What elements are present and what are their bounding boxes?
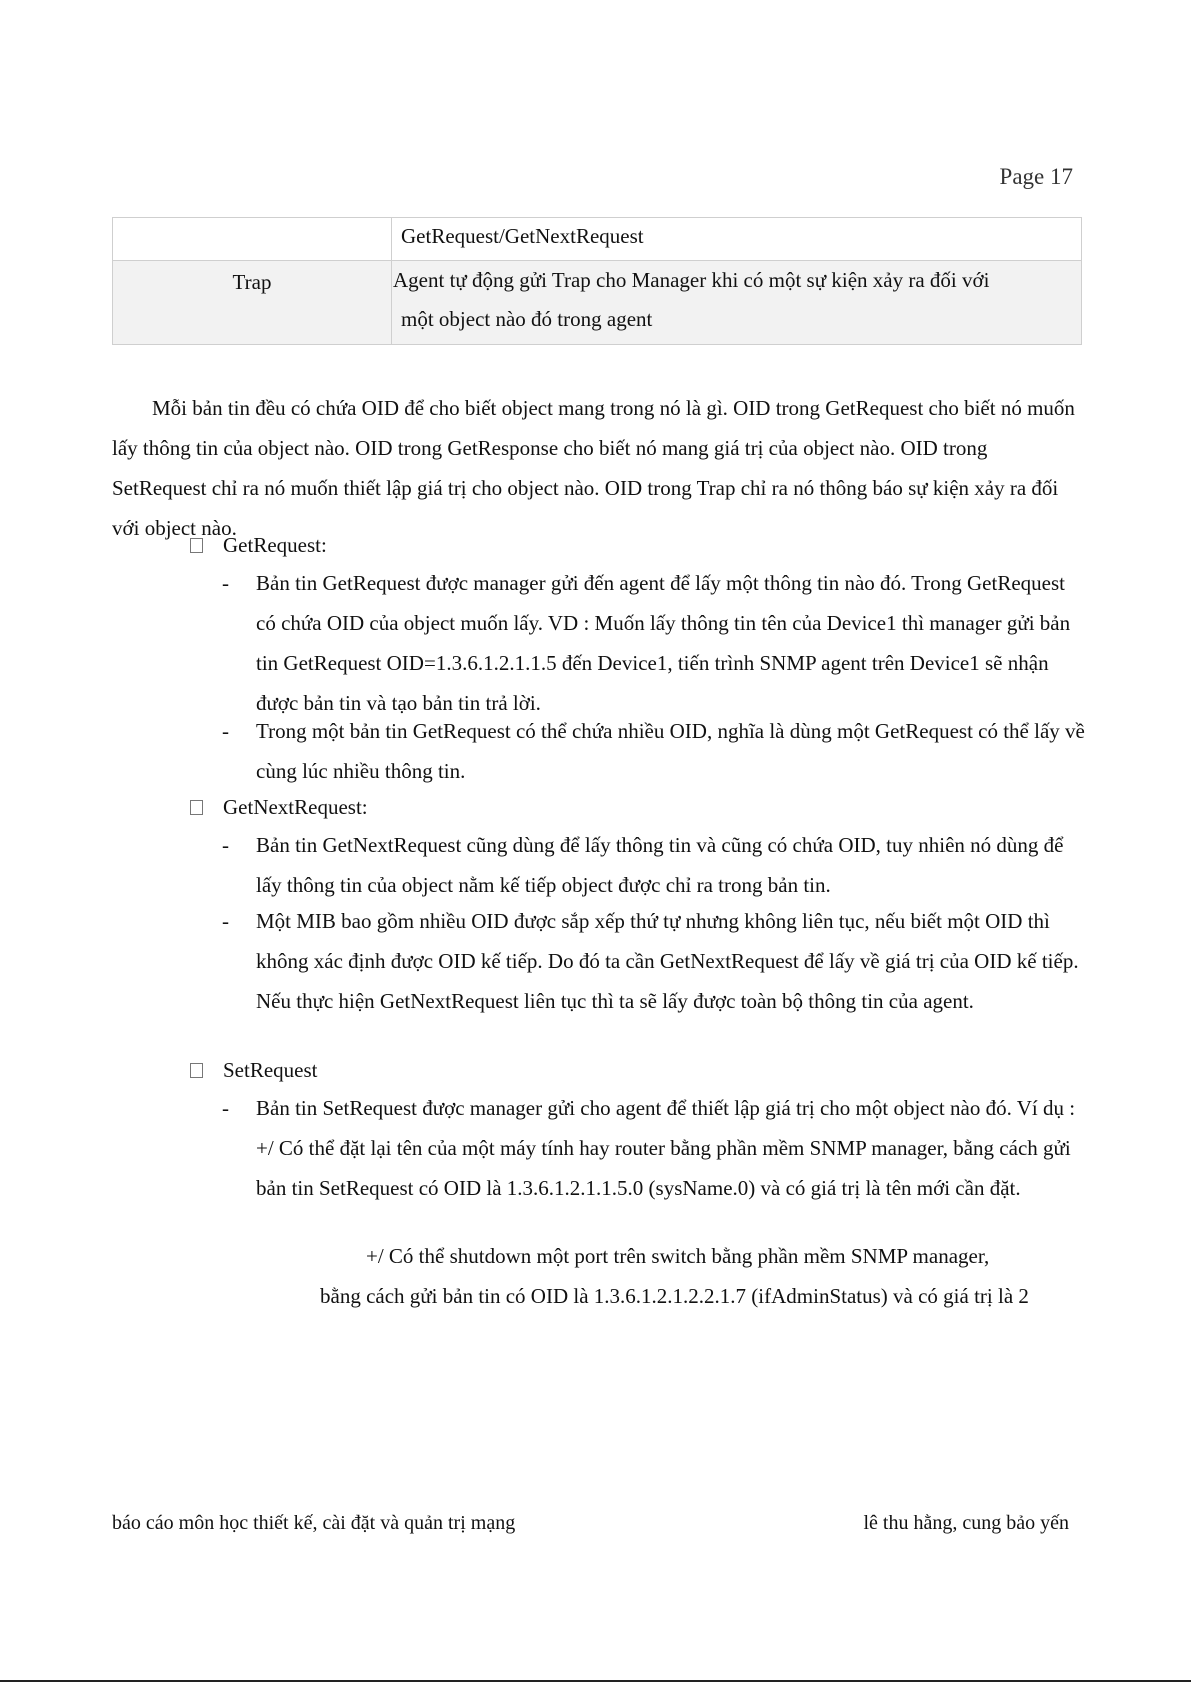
table-cell-description <box>392 261 1082 345</box>
dash-bullet: - <box>222 833 229 857</box>
dash-bullet: - <box>222 571 229 595</box>
section-title: GetNextRequest: <box>223 795 368 819</box>
table-cell-type <box>113 218 392 261</box>
table-cell-line: một object nào đó trong agent <box>401 307 653 331</box>
list-item: Bản tin GetNextRequest cũng dùng để lấy thông tin và cũng có chứa OID, tuy nhiên nó dùng để lấy thông tin của object nằm kế tiếp object được chỉ ra trong bản tin. <box>256 833 1064 897</box>
example-continuation: bằng cách gửi bản tin có OID là 1.3.6.1.2.1.2.2.1.7 (ifAdminStatus) và có giá trị là 2 <box>320 1284 1029 1308</box>
list-item: Trong một bản tin GetRequest có thể chứa nhiều OID, nghĩa là dùng một GetRequest có thể lấy về cùng lúc nhiều thông tin. <box>256 719 1085 783</box>
table-cell-type: Trap <box>113 261 392 345</box>
table-cell-description: GetRequest/GetNextRequest <box>392 218 1082 261</box>
list-item: Bản tin SetRequest được manager gửi cho agent để thiết lập giá trị cho một object nào đó. Ví dụ : +/ Có thể đặt lại tên của một máy tính hay router bằng phần mềm SNMP manager, bằng cách gửi bản tin SetRequest có OID là 1.3.6.1.2.1.1.5.0 (sysName.0) và có giá trị là tên mới cần đặt. <box>256 1096 1076 1200</box>
dash-bullet: - <box>222 1096 229 1120</box>
list-item: Bản tin GetRequest được manager gửi đến agent để lấy một thông tin nào đó. Trong GetRequest có chứa OID của object muốn lấy. VD : Muốn lấy thông tin tên của Device1 thì manager gửi bản tin GetRequest OID=1.3.6.1.2.1.1.5 đến Device1, tiến trình SNMP agent trên Device1 sẽ nhận được bản tin và tạo bản tin trả lời. <box>256 571 1071 715</box>
footer-left: báo cáo môn học thiết kế, cài đặt và quản trị mạng <box>112 1512 516 1534</box>
table-row <box>113 261 1082 345</box>
checkbox-bullet-icon <box>190 1063 203 1078</box>
dash-bullet: - <box>222 719 229 743</box>
bullet-heading <box>190 525 327 565</box>
bottom-rule <box>0 1680 1191 1682</box>
dash-bullet: - <box>222 909 229 933</box>
message-type-table <box>112 217 1082 345</box>
table-row <box>113 218 1082 261</box>
footer-right: lê thu hằng, cung bảo yến <box>863 1512 1069 1534</box>
checkbox-bullet-icon <box>190 800 203 815</box>
list-item: Một MIB bao gồm nhiều OID được sắp xếp thứ tự nhưng không liên tục, nếu biết một OID thì không xác định được OID kế tiếp. Do đó ta cần GetNextRequest để lấy về giá trị của OID kế tiếp. Nếu thực hiện GetNextRequest liên tục thì ta sẽ lấy được toàn bộ thông tin của agent. <box>256 909 1079 1013</box>
table-cell-line: Agent tự động gửi Trap cho Manager khi có một sự kiện xảy ra đối với <box>393 268 990 292</box>
intro-paragraph: Mỗi bản tin đều có chứa OID để cho biết object mang trong nó là gì. OID trong GetRequest cho biết nó muốn lấy thông tin của object nào. OID trong GetResponse cho biết nó mang giá trị của object nào. OID trong SetRequest chỉ ra nó muốn thiết lập giá trị cho object nào. OID trong Trap chỉ ra nó thông báo sự kiện xảy ra đối với object nào. <box>112 396 1075 540</box>
section-title: GetRequest: <box>223 533 327 557</box>
example-line: +/ Có thể shutdown một port trên switch bằng phần mềm SNMP manager, <box>366 1244 990 1268</box>
section-title: SetRequest <box>223 1058 318 1082</box>
checkbox-bullet-icon <box>190 538 203 553</box>
bullet-heading <box>190 787 368 827</box>
page-number: Page 17 <box>999 164 1073 189</box>
bullet-heading <box>190 1050 318 1090</box>
